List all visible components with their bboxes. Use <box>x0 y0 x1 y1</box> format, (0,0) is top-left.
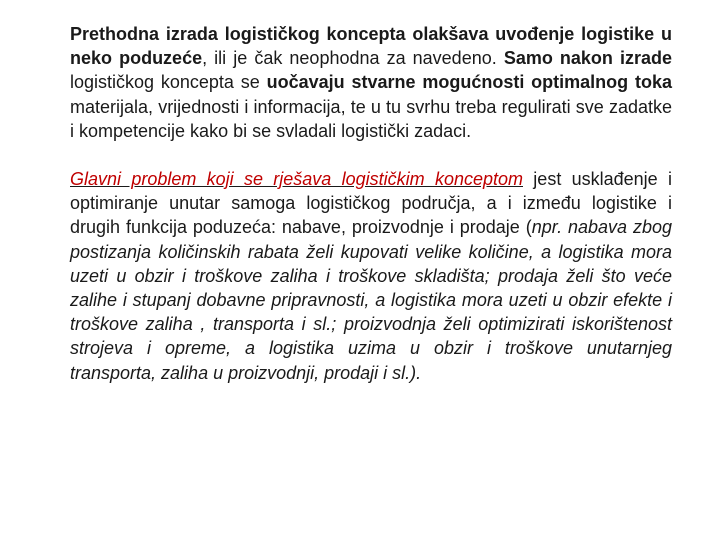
concept-text: logističkog koncepta se <box>70 72 267 93</box>
slide-body <box>70 22 672 385</box>
bold-intro-text: Prethodna izrada logističkog koncepta olakšava uvođenje logistike u neko poduzeće <box>70 24 672 69</box>
main-problem-heading: Glavni problem koji se rješava logističkim konceptom <box>70 169 523 190</box>
flow-description-text: materijala, vrijednosti i informacija, te u tu svrhu treba regulirati sve zadatke i kompetencije kako bi se svladali logistički zadaci. <box>70 96 672 141</box>
paragraph-logistics-concept <box>70 22 672 143</box>
paragraph-main-problem <box>70 167 672 385</box>
examples-italic-text: npr. nabava zbog postizanja količinskih rabata želi kupovati velike količine, a logistika mora uzeti u obzir i troškove zaliha i troškove skladišta; prodaja želi što veće zalihe i stupanj dobavne pripravnosti, a logistika mora uzeti u obzir efekte i troškove zaliha , transporta i sl.; proizvodnja želi optimizirati iskorištenost strojeva i opreme, a logistika uzima u obzir i troškove unutarnjeg transporta, zaliha u proizvodnji, prodaji i sl.). <box>70 217 673 383</box>
main-problem-text: jest usklađenje i optimiranje unutar samoga logističkog područja, a i između logistike i drugih funkcija poduzeća: nabave, proizvodnje i prodaje ( <box>70 169 672 238</box>
intro-continuation-text: , ili je čak neophodna za navedeno. <box>202 48 504 69</box>
bold-only-after-text: Samo nakon izrade <box>503 48 672 69</box>
bold-real-possibilities-text: uočavaju stvarne mogućnosti optimalnog toka <box>266 72 672 93</box>
